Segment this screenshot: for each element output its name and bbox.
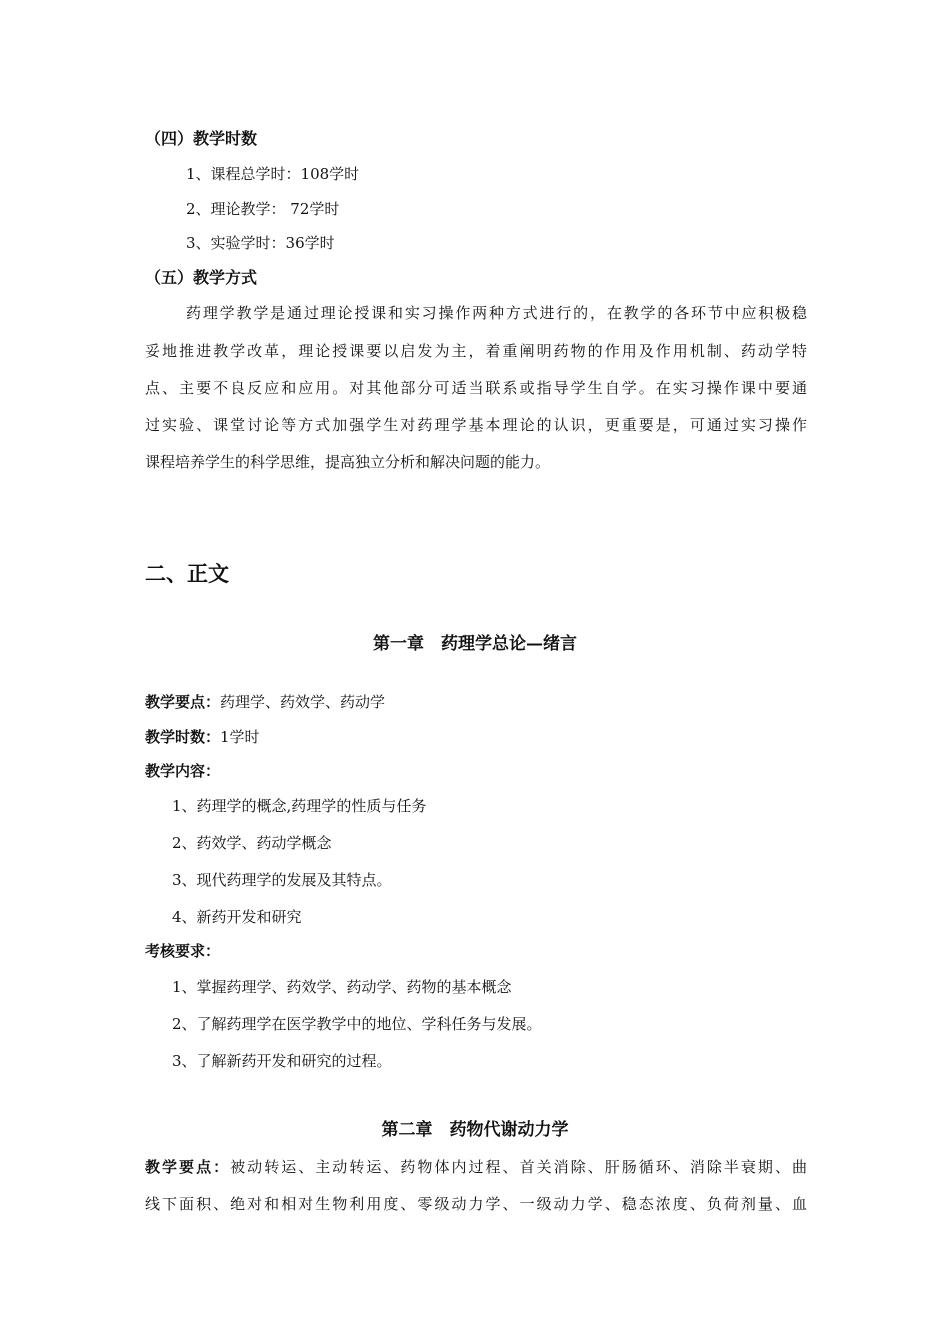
paragraph-line: 课程培养学生的科学思维，提高独立分析和解决问题的能力。 [145, 453, 551, 471]
key-points-row [145, 692, 385, 712]
list-item: 2、药效学、药动学概念 [172, 834, 332, 852]
chapter-title: 第一章 药理学总论—绪言 [373, 634, 577, 654]
list-item: 3、实验学时：36学时 [186, 234, 335, 252]
list-item: 2、了解药理学在医学教学中的地位、学科任务与发展。 [172, 1015, 542, 1033]
chapter-title: 第二章 药物代谢动力学 [381, 1120, 569, 1140]
paragraph-line: 过实验、课堂讨论等方式加强学生对药理学基本理论的认识，更重要是，可通过实习操作 [145, 416, 807, 434]
part-heading-main-text: 二、正文 [145, 561, 229, 586]
list-item: 3、现代药理学的发展及其特点。 [172, 871, 392, 889]
paragraph-line: 点、主要不良反应和应用。对其他部分可适当联系或指导学生自学。在实习操作课中要通 [145, 379, 807, 397]
teaching-hours-row [145, 727, 260, 747]
list-item: 4、新药开发和研究 [172, 908, 302, 926]
key-points-label: 教学要点： [145, 1158, 231, 1176]
teaching-content-label: 教学内容： [145, 762, 221, 780]
key-points-label: 教学要点： [145, 693, 221, 711]
paragraph-line: 线下面积、绝对和相对生物利用度、零级动力学、一级动力学、稳态浓度、负荷剂量、血 [145, 1195, 807, 1213]
section-heading-teaching-hours: （四）教学时数 [145, 129, 258, 148]
teaching-hours-value: 1学时 [220, 728, 260, 746]
list-item: 1、课程总学时：108学时 [186, 165, 360, 183]
list-item: 1、药理学的概念,药理学的性质与任务 [172, 797, 427, 815]
list-item: 3、了解新药开发和研究的过程。 [172, 1052, 392, 1070]
assessment-label: 考核要求： [145, 942, 221, 960]
key-points-value: 药理学、药效学、药动学 [220, 693, 386, 711]
key-points-row [145, 1157, 807, 1177]
list-item: 2、理论教学： 72学时 [186, 200, 340, 218]
teaching-hours-label: 教学时数： [145, 728, 221, 746]
paragraph-line: 妥地推进教学改革，理论授课要以启发为主，着重阐明药物的作用及作用机制、药动学特 [145, 342, 807, 360]
paragraph-line: 药理学教学是通过理论授课和实习操作两种方式进行的，在教学的各环节中应积极稳 [186, 304, 807, 322]
key-points-value: 被动转运、主动转运、药物体内过程、首关消除、肝肠循环、消除半衰期、曲 [230, 1158, 807, 1176]
list-item: 1、掌握药理学、药效学、药动学、药物的基本概念 [172, 978, 512, 996]
section-heading-teaching-method: （五）教学方式 [145, 268, 258, 287]
